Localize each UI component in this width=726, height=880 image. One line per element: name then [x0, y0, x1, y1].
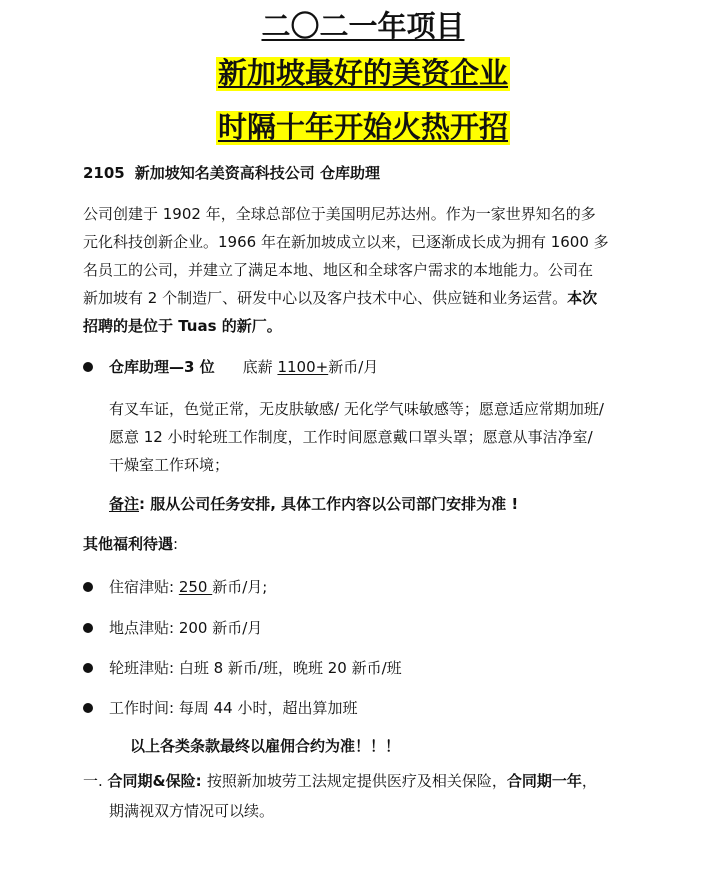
intro-line-2: 元化科技创新企业。1966 年在新加坡成立以来，已逐渐成长成为拥有 1600 多: [83, 233, 609, 251]
note-label: 备注: [109, 495, 140, 513]
title-hiring-again: 时隔十年开始火热开招: [217, 110, 508, 144]
position-role: 仓库助理—3 位: [109, 358, 215, 376]
bullet-dot: [83, 582, 93, 592]
job-name: 新加坡知名美资高科技公司 仓库助理: [134, 164, 380, 182]
bullet-dot: [83, 362, 93, 372]
bullet-dot: [83, 703, 93, 713]
salary-prefix: 底薪: [242, 358, 278, 376]
requirement-line-1: 有叉车证，色觉正常，无皮肤敏感/ 无化学气味敏感等；愿意适应常期加班/: [109, 400, 604, 418]
requirement-line-2: 愿意 12 小时轮班工作制度，工作时间愿意戴口罩头罩；愿意从事洁净室/: [109, 428, 593, 446]
salary-amount: 1100+: [277, 358, 329, 376]
final-note: 以上各类条款最终以雇佣合约为准！！！: [130, 737, 401, 755]
contract-line-1: 一. 合同期&保险: 按照新加坡劳工法规定提供医疗及相关保险，合同期一年，: [83, 772, 597, 790]
bullet-dot: [83, 623, 93, 633]
job-heading: [83, 164, 380, 182]
requirement-line-3: 干燥室工作环境；: [109, 456, 230, 474]
title-best-us-company: 新加坡最好的美资企业: [217, 56, 508, 90]
contract-line-2: 期满视双方情况可以续。: [109, 802, 275, 820]
note-text: : 服从公司任务安排, 具体工作内容以公司部门安排为准 !: [139, 495, 519, 513]
note: [109, 495, 518, 513]
intro-line-3: 名员工的公司，并建立了满足本地、地区和全球客户需求的本地能力。公司在: [83, 261, 594, 279]
job-code: 2105: [83, 164, 125, 182]
salary-suffix: 新币/月: [328, 358, 379, 376]
document-page: 二〇二一年项目 新加坡最好的美资企业 时隔十年开始火热开招 2105 新加坡知名美资高科技公司 仓库助理 公司创建于 1902 年，全球总部位于美国明尼苏达州。作为一家世界知名的多 元化科技创新企业。1966 年在新加坡成立以来，已逐渐成长成为拥有 1600 多 名员工的公司，并建立了满足本地、地区和全球客户需求的本地能力。公司在 新加坡有 2 个制造厂、研发中心以及客户技术中心、供应链和业务运营。本次 招聘的是位于 Tuas 的新厂。 仓库助理—3 位 底薪 1100+新币/月 有叉车证，色觉正常，无皮肤敏感/ 无化学气味敏感等；愿意适应常期加班/ 愿意 12 小时轮班工作制度，工作时间愿意戴口罩头罩；愿意从事洁净室/ 干燥室工作环境； 备注: 服从公司任务安排, 具体工作内容以公司部门安排为准 ! 其他福利待遇: 住宿津贴: 250 新币/月; 地点津贴: 200 新币/月 轮班津贴: 白班 8 新币/班，晚班 20 新币/班 工作时间: 每周 44 小时，超出算加班 以上各类条款最终以雇佣合约为准！！！ 一. 合同期&保险: 按照新加坡劳工法规定提供医疗及相关保险，合同期一年， 期满视双方情况可以续。: [0, 0, 726, 880]
intro-line-1: 公司创建于 1902 年，全球总部位于美国明尼苏达州。作为一家世界知名的多: [83, 205, 596, 223]
title-year-project: 二〇二一年项目: [261, 9, 465, 43]
benefits-heading: 其他福利待遇:: [83, 535, 179, 553]
bullet-dot: [83, 663, 93, 673]
intro-line-4: 新加坡有 2 个制造厂、研发中心以及客户技术中心、供应链和业务运营。本次: [83, 289, 598, 307]
intro-line-5: 招聘的是位于 Tuas 的新厂。: [83, 317, 282, 335]
